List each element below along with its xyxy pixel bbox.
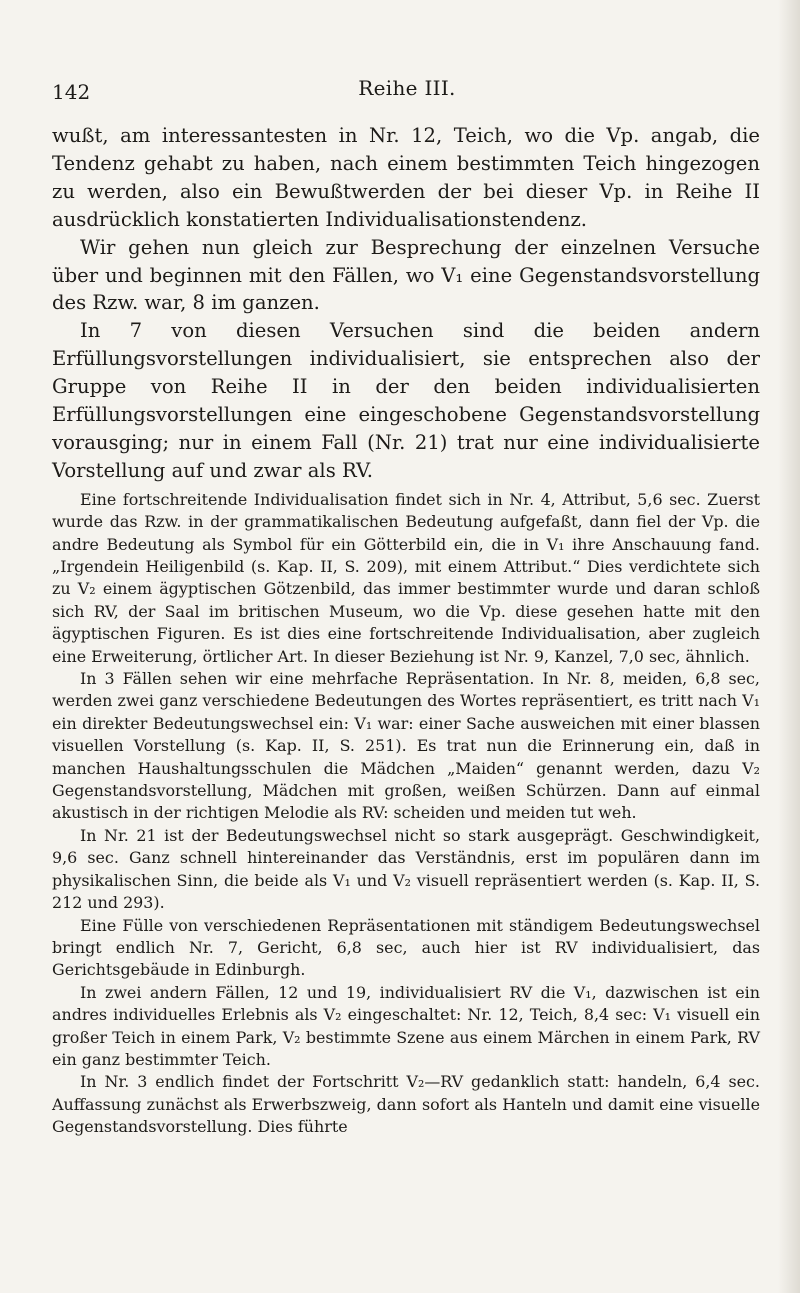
page-edge-shadow — [778, 0, 800, 1293]
running-head: Reihe III. — [358, 76, 456, 100]
paragraph-small: In 3 Fällen sehen wir eine mehrfache Repräsentation. In Nr. 8, meiden, 6,8 sec, werden zwei ganz verschiedene Bedeutungen des Wortes repräsentiert, es tritt nach V₁ ein direkter Bedeutungswechsel ein: V₁ war: einer Sache ausweichen mit einer blassen visuellen Vorstellung (s. Kap. II, S. 251). Es trat nun die Erinnerung ein, daß in manchen Haushaltungsschulen die Mädchen „Maiden“ genannt werden, dazu V₂ Gegenstandsvorstellung, Mädchen mit großen, weißen Schürzen. Dann auf einmal akustisch in der richtigen Melodie als RV: scheiden und meiden tut weh. — [52, 669, 760, 823]
paragraph-small: In zwei andern Fällen, 12 und 19, individualisiert RV die V₁, dazwischen ist ein andres individuelles Erlebnis als V₂ eingeschaltet: Nr. 12, Teich, 8,4 sec: V₁ visuell ein großer Teich in einem Park, V₂ bestimmte Szene aus einem Märchen in einem Park, RV ein ganz bestimmter Teich. — [52, 982, 760, 1069]
paragraph-small: In Nr. 21 ist der Bedeutungswechsel nicht so stark ausgeprägt. Geschwindigkeit, 9,6 sec. Ganz schnell hintereinander das Verständnis, erst im populären dann im physikalischen Sinn, die beide als V₁ und V₂ visuell repräsentiert werden (s. Kap. II, S. 212 und 293). — [52, 825, 760, 913]
page-header — [52, 76, 762, 110]
paragraph-small: Eine Fülle von verschiedenen Repräsentationen mit ständigem Bedeutungswechsel bringt endlich Nr. 7, Gericht, 6,8 sec, auch hier ist RV individualisiert, das Gerichtsgebäude in Edinburgh. — [52, 915, 760, 980]
paragraph-small: In Nr. 3 endlich findet der Fortschritt V₂—RV gedanklich statt: handeln, 6,4 sec. Auffassung zunächst als Erwerbszweig, dann sofort als Hanteln und damit eine visuelle Gegenstandsvorstellung. Dies führte — [52, 1072, 760, 1137]
body-text — [52, 122, 760, 1139]
paragraph: Wir gehen nun gleich zur Besprechung der einzelnen Versuche über und beginnen mit den Fällen, wo V₁ eine Gegenstandsvorstellung des Rzw. war, 8 im ganzen. — [52, 235, 760, 315]
small-text-block — [52, 489, 760, 1139]
paragraph: In 7 von diesen Versuchen sind die beiden andern Erfüllungsvorstellungen individualisiert, sie entsprechen also der Gruppe von Reihe II in der den beiden individualisierten Erfüllungsvorstellungen eine eingeschobene Gegenstandsvorstellung vorausging; nur in einem Fall (Nr. 21) trat nur eine individualisierte Vorstellung auf und zwar als RV. — [52, 319, 760, 482]
large-text-block — [52, 122, 760, 485]
paragraph: wußt, am interessantesten in Nr. 12, Teich, wo die Vp. angab, die Tendenz gehabt zu haben, nach einem bestimmten Teich hingezogen zu werden, also ein Bewußtwerden der bei dieser Vp. in Reihe II ausdrücklich konstatierten Individualisationstendenz. — [52, 124, 760, 231]
page-number: 142 — [52, 80, 91, 104]
paragraph-small: Eine fortschreitende Individualisation findet sich in Nr. 4, Attribut, 5,6 sec. Zuerst wurde das Rzw. in der grammatikalischen Bedeutung aufgefaßt, dann fiel der Vp. die andre Bedeutung als Symbol für ein Götterbild ein, die in V₁ ihre Anschauung fand. „Irgendein Heiligenbild (s. Kap. II, S. 209), mit einem Attribut.“ Dies verdichtete sich zu V₂ einem ägyptischen Götzenbild, das immer bestimmter wurde und daran schloß sich RV, der Saal im britischen Museum, wo die Vp. diese gesehen hatte mit den ägyptischen Figuren. Es ist dies eine fortschreitende Individualisation, aber zugleich eine Erweiterung, örtlicher Art. In dieser Beziehung ist Nr. 9, Kanzel, 7,0 sec, ähnlich. — [52, 489, 760, 666]
